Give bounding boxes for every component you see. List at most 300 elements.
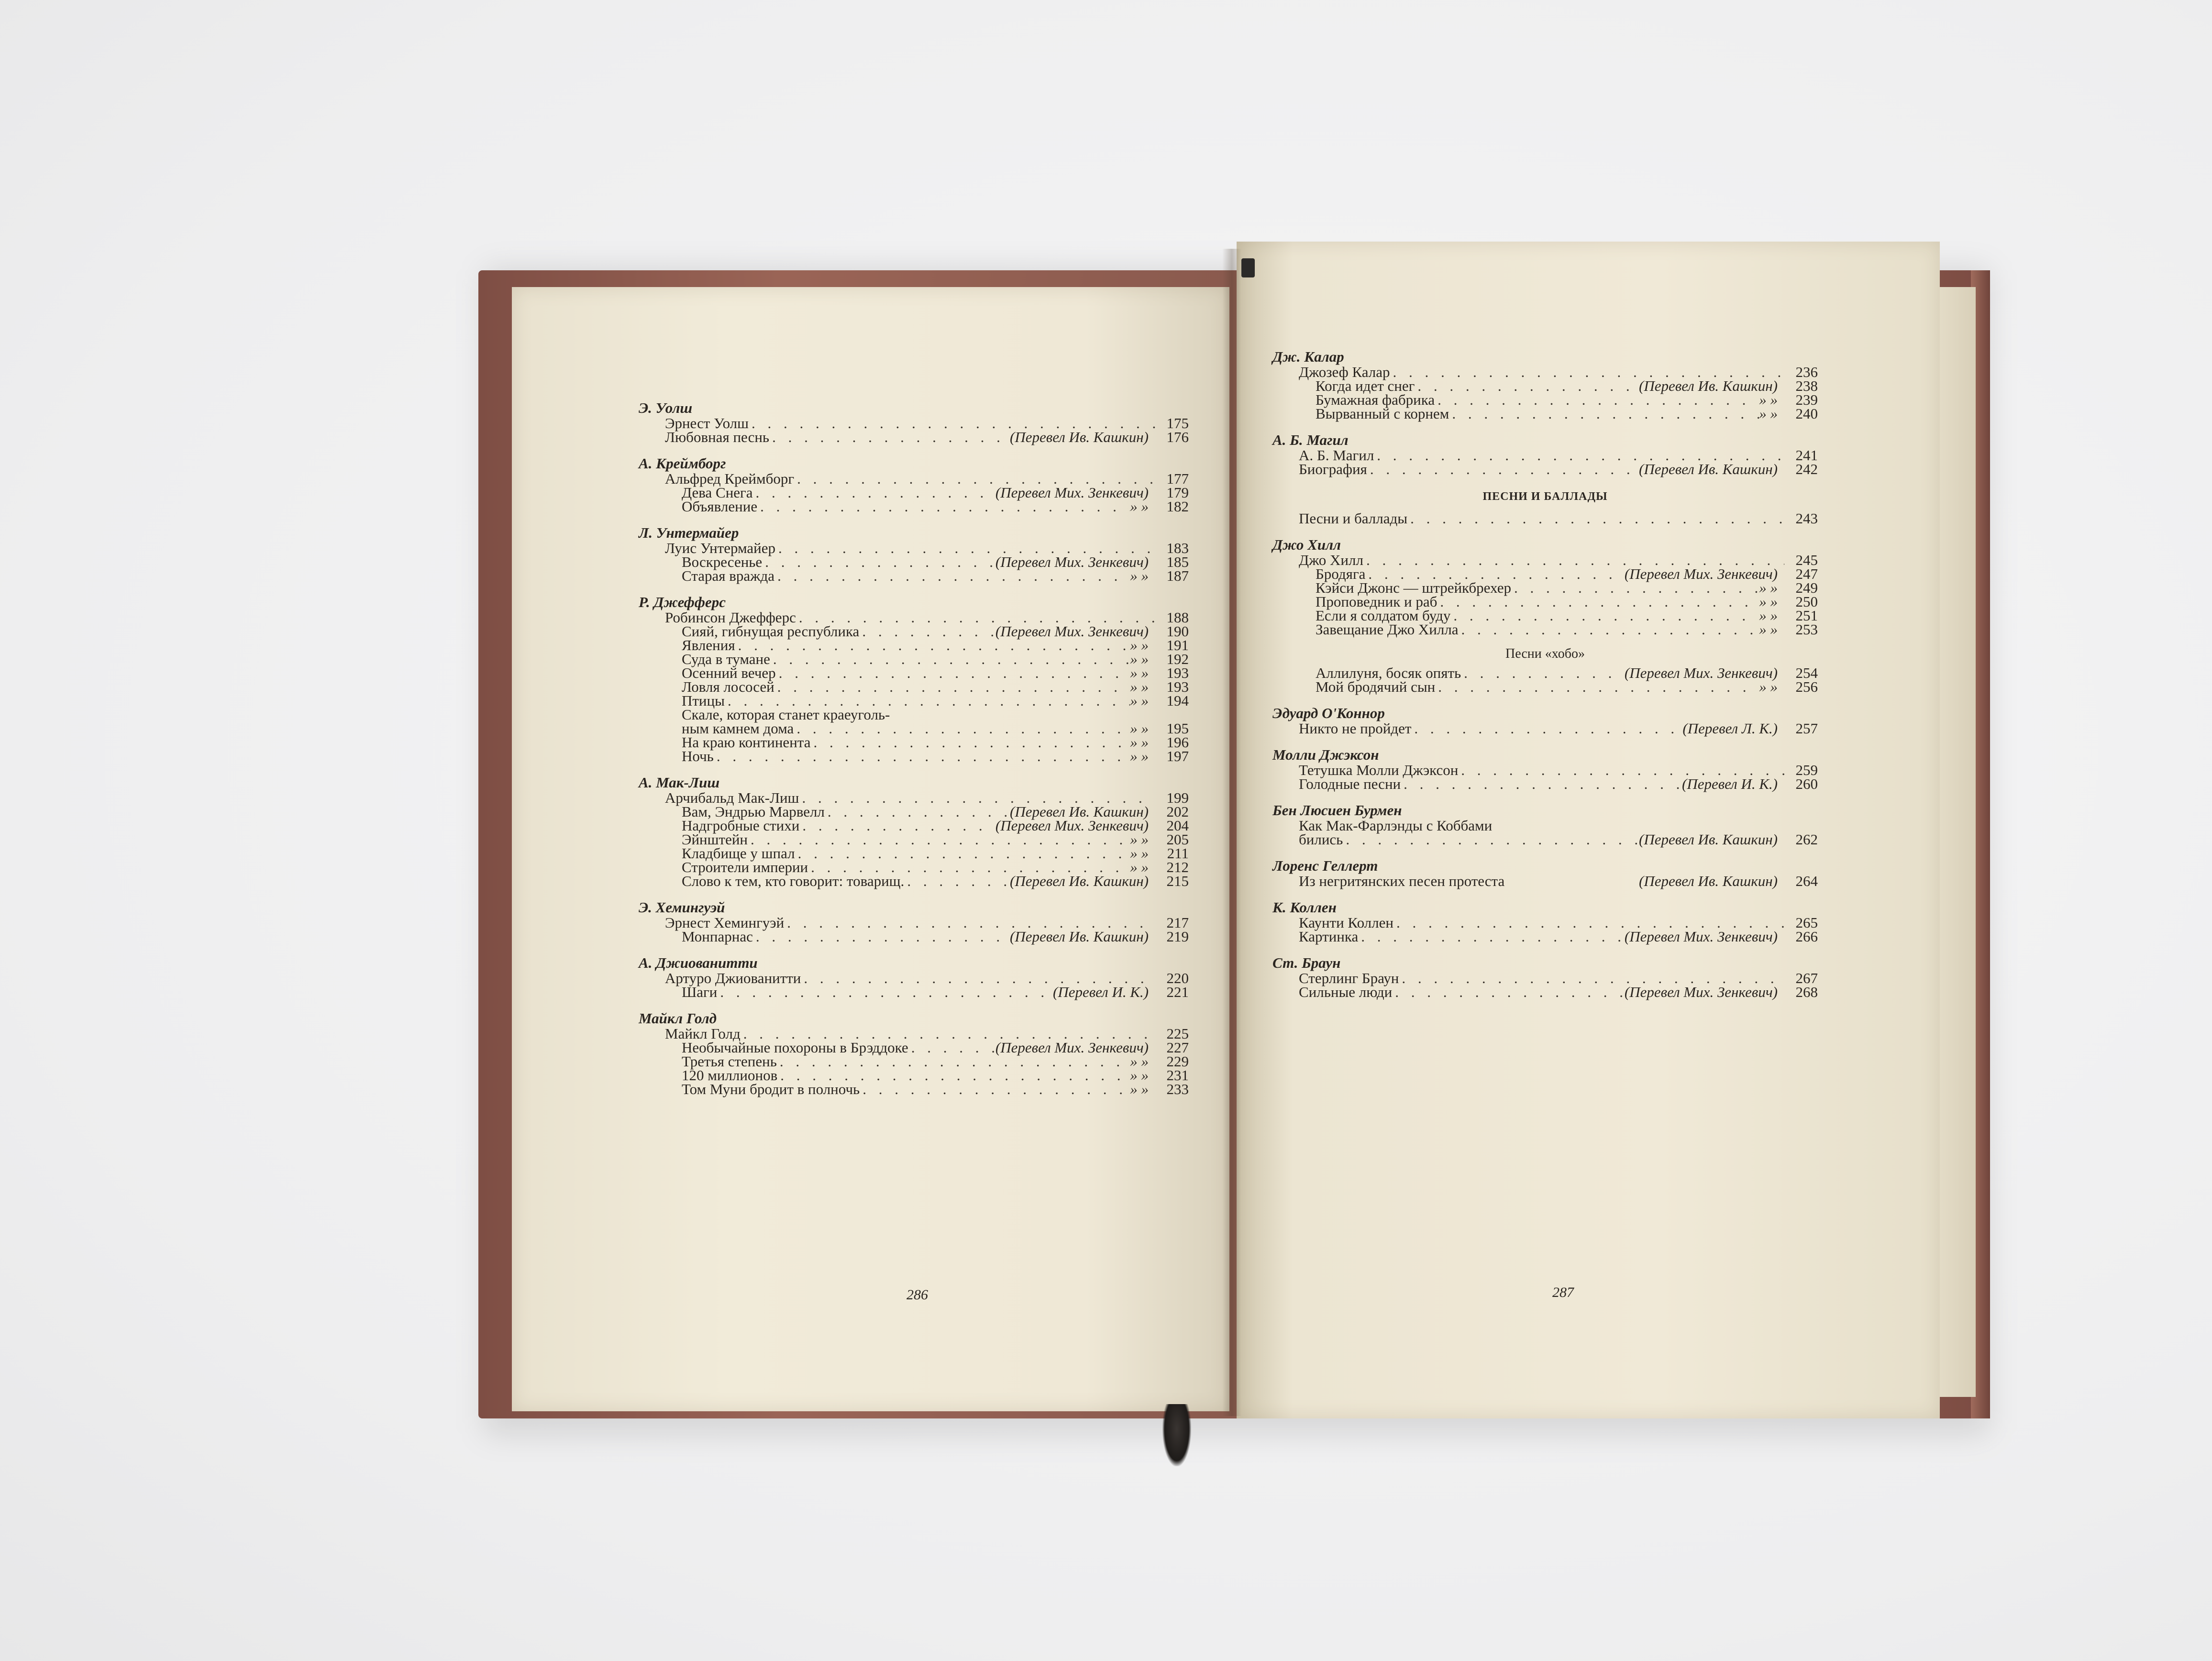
entry-title: Кэйси Джонс — штрейкбрехер	[1316, 579, 1511, 596]
translator-credit: » »	[1130, 859, 1149, 875]
dot-leader	[1407, 511, 1784, 525]
toc-entry	[639, 610, 1189, 624]
subsection-heading: Песни «хобо»	[1505, 646, 1585, 661]
author-heading: Р. Джефферс	[639, 594, 726, 610]
dot-leader	[774, 680, 1130, 694]
dot-leader	[784, 916, 1155, 930]
entry-title: бились	[1299, 831, 1343, 848]
toc-entry	[1272, 609, 1818, 622]
page-ref: 196	[1166, 734, 1189, 751]
translator-credit: (Перевел Ив. Кашкин)	[1010, 429, 1149, 445]
entry-title: Картинка	[1299, 928, 1359, 945]
entry-title: Явления	[682, 637, 735, 653]
entry-title: 120 миллионов	[682, 1067, 778, 1084]
page-ref: 177	[1166, 470, 1189, 487]
page-ref: 204	[1166, 817, 1189, 834]
entry-title: Аллилуня, босяк опять	[1316, 664, 1461, 681]
entry-title: Третья степень	[682, 1053, 777, 1070]
page-ref: 265	[1795, 914, 1818, 931]
translator-credit: (Перевел Ив. Кашкин)	[1010, 873, 1149, 889]
entry-title: ным камнем дома	[682, 720, 794, 737]
author-heading: Ст. Браун	[1272, 954, 1341, 971]
toc-entry	[1272, 379, 1818, 393]
toc-entry	[639, 819, 1189, 832]
right-page-contents	[1272, 337, 1818, 999]
toc-entry	[639, 832, 1189, 846]
page-ref: 247	[1795, 565, 1818, 582]
page-ref: 175	[1166, 415, 1189, 432]
author-heading: А. Джиованитти	[639, 954, 758, 971]
page-ref: 188	[1166, 609, 1189, 626]
author-heading: Л. Унтермайер	[639, 524, 739, 541]
page-ref: 193	[1166, 664, 1189, 681]
page-ref: 192	[1166, 651, 1189, 667]
page-ref: 199	[1166, 789, 1189, 806]
dot-leader	[1392, 985, 1625, 999]
entry-title: Если я солдатом буду	[1316, 607, 1451, 624]
entry-title: Арчибальд Мак-Лиш	[665, 789, 799, 806]
toc-entry	[1272, 581, 1818, 595]
book-gutter	[1222, 249, 1241, 1416]
entry-title: Майкл Голд	[665, 1025, 741, 1042]
entry-title: Строители империи	[682, 859, 808, 875]
page-ref: 183	[1166, 540, 1189, 556]
toc-entry	[639, 874, 1189, 888]
entry-title: Артуро Джиованитти	[665, 970, 801, 986]
entry-title: Биография	[1299, 461, 1367, 477]
toc-entry	[1272, 777, 1818, 791]
dot-leader	[1358, 930, 1625, 943]
toc-entry	[1272, 971, 1818, 985]
dot-leader	[770, 652, 1130, 666]
toc-entry	[639, 638, 1189, 652]
toc-entry	[1272, 819, 1818, 832]
translator-credit: (Перевел Ив. Кашкин)	[1639, 377, 1778, 394]
dot-leader	[777, 1068, 1130, 1082]
toc-entry	[639, 680, 1189, 694]
page-ref: 233	[1166, 1081, 1189, 1097]
translator-credit: » »	[1130, 734, 1149, 751]
dot-leader	[799, 819, 995, 832]
toc-entry	[639, 846, 1189, 860]
page-ref: 225	[1166, 1025, 1189, 1042]
translator-credit: (Перевел Мих. Зенкевич)	[1624, 984, 1778, 1000]
dot-leader	[1458, 763, 1784, 777]
author-heading: Майкл Голд	[639, 1010, 717, 1027]
toc-entry	[639, 666, 1189, 680]
page-ref: 212	[1166, 859, 1189, 875]
author-heading: Бен Люсиен Бурмен	[1272, 802, 1402, 819]
page-ref: 253	[1795, 621, 1818, 638]
dot-leader	[1394, 916, 1784, 930]
dot-leader	[1343, 832, 1639, 846]
dot-leader	[859, 624, 995, 638]
dot-leader	[794, 472, 1155, 486]
page-ref: 262	[1795, 831, 1818, 848]
dot-leader	[1461, 666, 1625, 680]
entry-title: Монпарнас	[682, 928, 753, 945]
entry-title: Шаги	[682, 984, 718, 1000]
toc-entry	[1272, 462, 1818, 476]
page-ref: 260	[1795, 775, 1818, 792]
dot-leader	[777, 1054, 1130, 1068]
entry-title: Скале, которая станет краеуголь-	[682, 706, 890, 723]
dot-leader	[774, 569, 1130, 583]
toc-entry	[639, 971, 1189, 985]
entry-title: Джо Хилл	[1299, 552, 1363, 568]
page-ref: 236	[1795, 364, 1818, 380]
entry-title: На краю континента	[682, 734, 811, 751]
toc-entry	[639, 1068, 1189, 1082]
page-ref: 205	[1166, 831, 1189, 848]
translator-credit: » »	[1130, 692, 1149, 709]
toc-entry	[1272, 448, 1818, 462]
dot-leader	[1459, 622, 1759, 636]
dot-leader	[1449, 407, 1759, 421]
dot-leader	[1390, 365, 1784, 379]
translator-credit: » »	[1130, 1053, 1149, 1070]
entry-title: Слово к тем, кто говорит: товарищ.	[682, 873, 905, 889]
page-ref: 194	[1166, 692, 1189, 709]
translator-credit: » »	[1130, 637, 1149, 653]
entry-title: Вам, Эндрью Марвелл	[682, 803, 825, 820]
toc-entry	[639, 708, 1189, 721]
page-ref: 240	[1795, 405, 1818, 422]
dot-leader	[1435, 393, 1759, 407]
page-ref: 227	[1166, 1039, 1189, 1056]
dot-leader	[748, 832, 1130, 846]
toc-entry	[639, 624, 1189, 638]
toc-entry	[639, 735, 1189, 749]
dot-leader	[1511, 581, 1759, 595]
page-ref: 268	[1795, 984, 1818, 1000]
dot-leader	[749, 416, 1155, 430]
author-heading: А. Б. Магил	[1272, 432, 1349, 448]
translator-credit: » »	[1759, 678, 1778, 695]
toc-entry	[639, 749, 1189, 763]
translator-credit: (Перевел Мих. Зенкевич)	[995, 1039, 1149, 1056]
entry-title: Дева Снега	[682, 484, 753, 501]
bookmark-ribbon-top	[1241, 258, 1255, 277]
entry-title: Старая вражда	[682, 567, 775, 584]
translator-credit: (Перевел Ив. Кашкин)	[1010, 803, 1149, 820]
translator-credit: » »	[1130, 831, 1149, 848]
page-ref: 231	[1166, 1067, 1189, 1084]
toc-entry	[639, 791, 1189, 805]
section-heading: ПЕСНИ И БАЛЛАДЫ	[1482, 490, 1608, 503]
page-ref: 193	[1166, 678, 1189, 695]
dot-leader	[1437, 595, 1759, 609]
page-ref: 179	[1166, 484, 1189, 501]
entry-title: Надгробные стихи	[682, 817, 800, 834]
author-heading: А. Мак-Лиш	[639, 774, 720, 791]
page-ref: 264	[1795, 873, 1818, 889]
entry-title: Сияй, гибнущая республика	[682, 623, 860, 640]
dot-leader	[801, 971, 1155, 985]
dot-leader	[795, 846, 1130, 860]
page-ref: 249	[1795, 579, 1818, 596]
dot-leader	[741, 1027, 1155, 1041]
author-heading: Дж. Калар	[1272, 348, 1344, 365]
translator-credit: (Перевел Мих. Зенкевич)	[1624, 565, 1778, 582]
author-heading: Эдуард О'Коннор	[1272, 705, 1385, 721]
toc-entry	[1272, 874, 1818, 888]
entry-title: Никто не пройдет	[1299, 720, 1412, 737]
toc-entry	[1272, 511, 1818, 525]
toc-entry	[639, 416, 1189, 430]
toc-entry	[1272, 763, 1818, 777]
translator-credit: » »	[1130, 567, 1149, 584]
dot-leader	[753, 930, 1010, 943]
toc-entry	[1272, 567, 1818, 581]
entry-title: Завещание Джо Хилла	[1316, 621, 1459, 638]
page-ref: 241	[1795, 447, 1818, 464]
entry-title: Бродяга	[1316, 565, 1366, 582]
translator-credit: (Перевел Л. К.)	[1682, 720, 1778, 737]
left-page-number: 286	[907, 1287, 928, 1303]
entry-title: Мой бродячий сын	[1316, 678, 1436, 695]
entry-title: Сильные люди	[1299, 984, 1393, 1000]
page-ref: 176	[1166, 429, 1189, 445]
entry-title: А. Б. Магил	[1299, 447, 1374, 464]
toc-entry	[639, 930, 1189, 943]
toc-entry	[1272, 930, 1818, 943]
toc-entry	[639, 1041, 1189, 1054]
translator-credit: » »	[1130, 498, 1149, 515]
page-ref: 251	[1795, 607, 1818, 624]
entry-title: Луис Унтермайер	[665, 540, 776, 556]
toc-entry	[639, 486, 1189, 499]
translator-credit: (Перевел Ив. Кашкин)	[1010, 928, 1149, 945]
page-ref: 229	[1166, 1053, 1189, 1070]
translator-credit: » »	[1130, 651, 1149, 667]
page-ref: 238	[1795, 377, 1818, 394]
author-heading: Э. Хемингуэй	[639, 899, 725, 916]
page-ref: 254	[1795, 664, 1818, 681]
page-ref: 245	[1795, 552, 1818, 568]
toc-entry	[639, 985, 1189, 999]
author-heading: Э. Уолш	[639, 399, 693, 416]
page-ref: 257	[1795, 720, 1818, 737]
toc-entry	[639, 541, 1189, 555]
toc-entry	[1272, 553, 1818, 567]
translator-credit: (Перевел И. К.)	[1682, 775, 1778, 792]
entry-title: Когда идет снег	[1316, 377, 1415, 394]
toc-entry	[1272, 666, 1818, 680]
dot-leader	[1401, 777, 1682, 791]
page-ref: 191	[1166, 637, 1189, 653]
entry-title: Робинсон Джефферс	[665, 609, 796, 626]
translator-credit: (Перевел Мих. Зенкевич)	[995, 484, 1149, 501]
entry-title: Объявление	[682, 498, 758, 515]
translator-credit: » »	[1130, 1081, 1149, 1097]
dot-leader	[799, 791, 1155, 805]
translator-credit: » »	[1130, 678, 1149, 695]
dot-leader	[810, 735, 1130, 749]
toc-entry	[639, 860, 1189, 874]
entry-title: Вырванный с корнем	[1316, 405, 1449, 422]
page-ref: 221	[1166, 984, 1189, 1000]
dot-leader	[776, 666, 1130, 680]
entry-title: Песни и баллады	[1299, 510, 1408, 527]
page-ref: 266	[1795, 928, 1818, 945]
dot-leader	[775, 541, 1155, 555]
entry-title: Как Мак-Фарлэнды с Коббами	[1299, 817, 1493, 834]
toc-entry	[639, 472, 1189, 486]
translator-credit: » »	[1759, 607, 1778, 624]
toc-entry	[1272, 721, 1818, 735]
dot-leader	[904, 874, 1010, 888]
right-page-number: 287	[1552, 1285, 1574, 1300]
dot-leader	[808, 860, 1130, 874]
page-ref: 267	[1795, 970, 1818, 986]
entry-title: Необычайные похороны в Брэддоке	[682, 1039, 908, 1056]
page-ref: 211	[1167, 845, 1189, 862]
toc-entry	[1272, 680, 1818, 694]
author-heading: Лоренс Геллерт	[1272, 857, 1378, 874]
entry-title: Альфред Креймборг	[665, 470, 795, 487]
page-ref: 182	[1166, 498, 1189, 515]
author-heading: К. Коллен	[1272, 899, 1337, 916]
entry-title: Голодные песни	[1299, 775, 1401, 792]
entry-title: Том Муни бродит в полночь	[682, 1081, 860, 1097]
entry-title: Птицы	[682, 692, 725, 709]
translator-credit: » »	[1759, 593, 1778, 610]
toc-entry	[639, 499, 1189, 513]
page-ref: 190	[1166, 623, 1189, 640]
page-ref: 195	[1166, 720, 1189, 737]
left-page-contents	[639, 388, 1189, 1096]
page-ref: 219	[1166, 928, 1189, 945]
translator-credit: (Перевел Ив. Кашкин)	[1639, 831, 1778, 848]
dot-leader	[1399, 971, 1784, 985]
toc-entry	[1272, 832, 1818, 846]
entry-title: Эрнест Хемингуэй	[665, 914, 785, 931]
page-ref: 220	[1166, 970, 1189, 986]
page-ref: 202	[1166, 803, 1189, 820]
dot-leader	[908, 1041, 995, 1054]
toc-entry	[1272, 595, 1818, 609]
toc-entry	[639, 555, 1189, 569]
toc-entry	[639, 805, 1189, 819]
bookmark-tassel	[1162, 1404, 1191, 1466]
dot-leader	[1415, 379, 1639, 393]
dot-leader	[1365, 567, 1625, 581]
translator-credit: » »	[1759, 579, 1778, 596]
page-ref: 215	[1166, 873, 1189, 889]
entry-title: Бумажная фабрика	[1316, 391, 1435, 408]
page-ref: 187	[1166, 567, 1189, 584]
page-ref: 197	[1166, 748, 1189, 764]
entry-title: Проповедник и раб	[1316, 593, 1438, 610]
toc-entry	[639, 652, 1189, 666]
dot-leader	[794, 721, 1130, 735]
entry-title: Каунти Коллен	[1299, 914, 1394, 931]
toc-entry	[1272, 916, 1818, 930]
entry-title: Суда в тумане	[682, 651, 770, 667]
translator-credit: » »	[1130, 748, 1149, 764]
toc-entry	[639, 916, 1189, 930]
translator-credit: (Перевел Ив. Кашкин)	[1639, 873, 1778, 889]
translator-credit: (Перевел Мих. Зенкевич)	[995, 623, 1149, 640]
dot-leader	[860, 1082, 1130, 1096]
author-heading: А. Креймборг	[639, 455, 726, 472]
dot-leader	[825, 805, 1010, 819]
page-ref: 243	[1795, 510, 1818, 527]
translator-credit: (Перевел Мих. Зенкевич)	[995, 554, 1149, 570]
toc-entry	[639, 721, 1189, 735]
dot-leader	[735, 638, 1130, 652]
toc-entry	[1272, 365, 1818, 379]
toc-entry	[639, 430, 1189, 444]
entry-title: Джозеф Калар	[1299, 364, 1390, 380]
entry-title: Из негритянских песен протеста	[1299, 873, 1505, 889]
entry-title: Стерлинг Браун	[1299, 970, 1399, 986]
dot-leader	[769, 430, 1010, 444]
translator-credit: » »	[1130, 1067, 1149, 1084]
page-ref: 185	[1166, 554, 1189, 570]
translator-credit: (Перевел Мих. Зенкевич)	[995, 817, 1149, 834]
translator-credit: (Перевел И. К.)	[1053, 984, 1149, 1000]
page-ref: 250	[1795, 593, 1818, 610]
toc-entry	[639, 1054, 1189, 1068]
author-heading: Джо Хилл	[1272, 536, 1341, 553]
dot-leader	[796, 610, 1155, 624]
entry-title: Ловля лососей	[682, 678, 774, 695]
toc-entry	[1272, 393, 1818, 407]
page-ref: 242	[1795, 461, 1818, 477]
toc-entry	[1272, 985, 1818, 999]
translator-credit: (Перевел Мих. Зенкевич)	[1624, 928, 1778, 945]
toc-entry	[639, 1082, 1189, 1096]
translator-credit: » »	[1759, 391, 1778, 408]
entry-title: Осенний вечер	[682, 664, 776, 681]
page-ref: 239	[1795, 391, 1818, 408]
dot-leader	[757, 499, 1130, 513]
entry-title: Эйнштейн	[682, 831, 748, 848]
dot-leader	[1435, 680, 1759, 694]
translator-credit: » »	[1759, 405, 1778, 422]
entry-title: Воскресенье	[682, 554, 763, 570]
entry-title: Эрнест Уолш	[665, 415, 749, 432]
entry-title: Тетушка Молли Джэксон	[1299, 762, 1459, 778]
dot-leader	[1363, 553, 1784, 567]
translator-credit: (Перевел Мих. Зенкевич)	[1624, 664, 1778, 681]
translator-credit: » »	[1130, 664, 1149, 681]
toc-entry	[639, 694, 1189, 708]
toc-entry	[1272, 407, 1818, 421]
dot-leader	[717, 985, 1053, 999]
entry-title: Любовная песнь	[665, 429, 770, 445]
entry-title: Кладбище у шпал	[682, 845, 795, 862]
translator-credit: » »	[1130, 845, 1149, 862]
translator-credit: » »	[1130, 720, 1149, 737]
translator-credit: (Перевел Ив. Кашкин)	[1639, 461, 1778, 477]
toc-entry	[639, 1027, 1189, 1041]
dot-leader	[1374, 448, 1784, 462]
page-ref: 217	[1166, 914, 1189, 931]
dot-leader	[1450, 609, 1759, 622]
dot-leader	[753, 486, 995, 499]
dot-leader	[1367, 462, 1639, 476]
dot-leader	[714, 749, 1130, 763]
dot-leader	[1411, 721, 1682, 735]
toc-entry	[1272, 622, 1818, 636]
author-heading: Молли Джэксон	[1272, 746, 1379, 763]
dot-leader	[725, 694, 1130, 708]
entry-title: Ночь	[682, 748, 714, 764]
page-ref: 256	[1795, 678, 1818, 695]
